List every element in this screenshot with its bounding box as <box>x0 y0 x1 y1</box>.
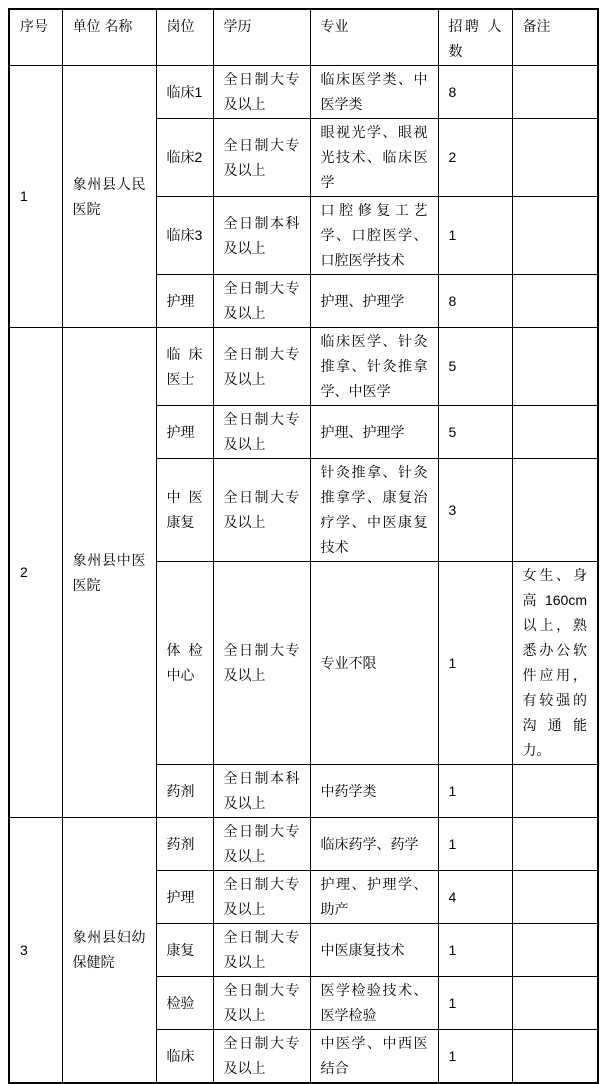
major-cell: 针灸推拿、针灸推拿学、康复治疗学、中医康复技术 <box>310 459 438 562</box>
remark-cell <box>512 119 598 197</box>
post-cell: 护理 <box>156 871 213 924</box>
header-major: 专业 <box>310 9 438 66</box>
recruit-count-cell: 5 <box>438 406 512 459</box>
post-cell: 检验 <box>156 977 213 1030</box>
degree-cell: 全日制大专及以上 <box>213 66 310 119</box>
remark-cell <box>512 871 598 924</box>
major-cell: 临床药学、药学 <box>310 818 438 871</box>
post-cell: 药剂 <box>156 765 213 818</box>
remark-cell <box>512 406 598 459</box>
header-unit-name: 单位 名称 <box>62 9 156 66</box>
remark-cell <box>512 459 598 562</box>
degree-cell: 全日制大专及以上 <box>213 871 310 924</box>
post-cell: 中医康复 <box>156 459 213 562</box>
recruit-count-cell: 1 <box>438 1030 512 1084</box>
post-cell: 护理 <box>156 275 213 328</box>
degree-cell: 全日制大专及以上 <box>213 924 310 977</box>
serial-number-cell: 1 <box>9 66 62 328</box>
header-serial-number: 序号 <box>9 9 62 66</box>
remark-cell <box>512 765 598 818</box>
degree-cell: 全日制本科及以上 <box>213 765 310 818</box>
remark-cell <box>512 977 598 1030</box>
degree-cell: 全日制大专及以上 <box>213 1030 310 1084</box>
recruit-count-cell: 3 <box>438 459 512 562</box>
major-cell: 中医学、中西医结合 <box>310 1030 438 1084</box>
post-cell: 临床 <box>156 1030 213 1084</box>
degree-cell: 全日制大专及以上 <box>213 119 310 197</box>
degree-cell: 全日制大专及以上 <box>213 406 310 459</box>
post-cell: 护理 <box>156 406 213 459</box>
recruit-count-cell: 1 <box>438 818 512 871</box>
unit-name-cell: 象州县中医医院 <box>62 328 156 818</box>
major-cell: 眼视光学、眼视光技术、临床医学 <box>310 119 438 197</box>
post-cell: 临床医士 <box>156 328 213 406</box>
recruit-count-cell: 8 <box>438 66 512 119</box>
remark-cell <box>512 197 598 275</box>
degree-cell: 全日制大专及以上 <box>213 977 310 1030</box>
recruit-count-cell: 1 <box>438 977 512 1030</box>
recruit-count-cell: 1 <box>438 924 512 977</box>
table-row <box>9 818 598 871</box>
major-cell: 专业不限 <box>310 562 438 765</box>
post-cell: 体检中心 <box>156 562 213 765</box>
post-cell: 临床2 <box>156 119 213 197</box>
table-row <box>9 328 598 406</box>
serial-number-cell: 3 <box>9 818 62 1084</box>
remark-cell <box>512 328 598 406</box>
major-cell: 口腔修复工艺学、口腔医学、口腔医学技术 <box>310 197 438 275</box>
recruit-count-cell: 1 <box>438 765 512 818</box>
major-cell: 中药学类 <box>310 765 438 818</box>
degree-cell: 全日制大专及以上 <box>213 562 310 765</box>
major-cell: 护理、护理学 <box>310 275 438 328</box>
major-cell: 护理、护理学 <box>310 406 438 459</box>
recruit-count-cell: 1 <box>438 197 512 275</box>
major-cell: 中医康复技术 <box>310 924 438 977</box>
remark-cell <box>512 924 598 977</box>
unit-name-cell: 象州县妇幼保健院 <box>62 818 156 1084</box>
table-row <box>9 66 598 119</box>
header-remark: 备注 <box>512 9 598 66</box>
header-recruit-count: 招聘 人数 <box>438 9 512 66</box>
recruit-count-cell: 8 <box>438 275 512 328</box>
remark-cell <box>512 818 598 871</box>
degree-cell: 全日制大专及以上 <box>213 275 310 328</box>
major-cell: 临床医学类、中医学类 <box>310 66 438 119</box>
major-cell: 护理、护理学、助产 <box>310 871 438 924</box>
post-cell: 临床1 <box>156 66 213 119</box>
remark-cell <box>512 1030 598 1084</box>
recruitment-table <box>8 8 599 1084</box>
degree-cell: 全日制大专及以上 <box>213 459 310 562</box>
unit-name-cell: 象州县人民医院 <box>62 66 156 328</box>
header-post: 岗位 <box>156 9 213 66</box>
post-cell: 临床3 <box>156 197 213 275</box>
header-degree: 学历 <box>213 9 310 66</box>
recruit-count-cell: 5 <box>438 328 512 406</box>
recruit-count-cell: 2 <box>438 119 512 197</box>
major-cell: 医学检验技术、医学检验 <box>310 977 438 1030</box>
recruit-count-cell: 1 <box>438 562 512 765</box>
major-cell: 临床医学、针灸推拿、针灸推拿学、中医学 <box>310 328 438 406</box>
remark-cell: 女生、身高160cm以上，熟悉办公软件应用，有较强的沟通能力。 <box>512 562 598 765</box>
post-cell: 康复 <box>156 924 213 977</box>
recruit-count-cell: 4 <box>438 871 512 924</box>
degree-cell: 全日制大专及以上 <box>213 818 310 871</box>
degree-cell: 全日制本科及以上 <box>213 197 310 275</box>
serial-number-cell: 2 <box>9 328 62 818</box>
post-cell: 药剂 <box>156 818 213 871</box>
remark-cell <box>512 66 598 119</box>
degree-cell: 全日制大专及以上 <box>213 328 310 406</box>
remark-cell <box>512 275 598 328</box>
header-row <box>9 9 598 66</box>
